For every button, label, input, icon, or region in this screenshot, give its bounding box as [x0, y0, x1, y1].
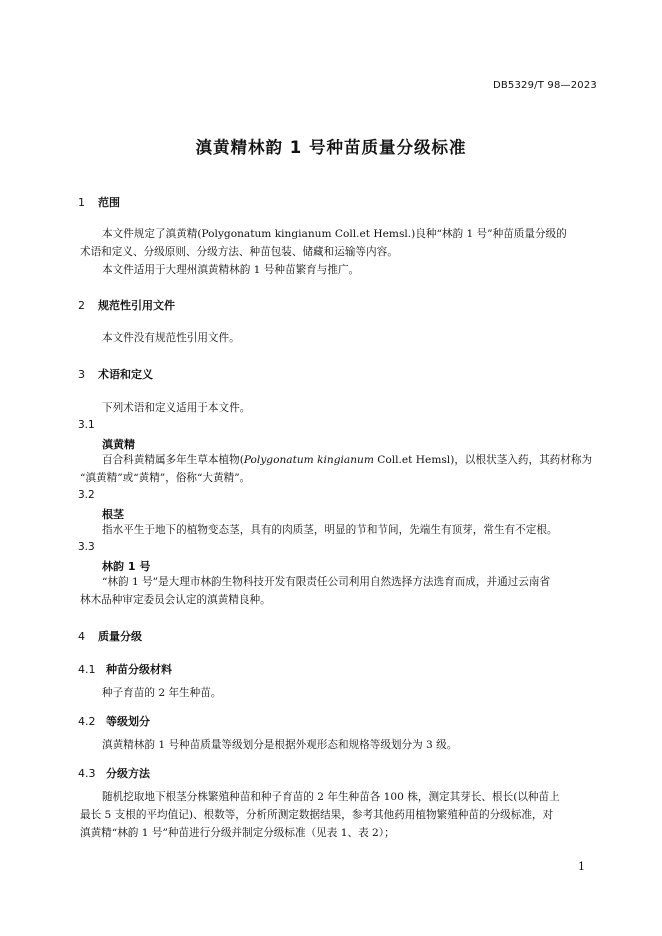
page-number: 1: [578, 860, 585, 873]
paragraph: 本文件适用于大理州滇黄精林韵 1 号种苗繁育与推广。: [102, 264, 360, 276]
section-3-heading: [78, 366, 153, 382]
document-title: 滇黄精林韵 1 号种苗质量分级标准: [195, 138, 467, 157]
term-number: 3.1: [78, 419, 95, 431]
term-number: 3.2: [78, 489, 95, 501]
subsection-number: 4.3: [78, 767, 96, 780]
subsection-title: 分级方法: [106, 767, 150, 780]
paragraph: 滇黄精“林韵 1 号”种苗进行分级并制定分级标准（见表 1、表 2）；: [80, 827, 395, 839]
paragraph: 最长 5 支根的平均值记)、根数等，分析所测定数据结果，参考其他药用植物繁殖种苗的分级标准，对: [80, 809, 554, 821]
section-number: 4: [78, 630, 85, 643]
section-title: 规范性引用文件: [98, 299, 175, 312]
subsection-4-3-heading: [78, 765, 150, 781]
latin-name: Polygonatum kingianum: [243, 454, 374, 466]
section-title: 质量分级: [98, 630, 142, 643]
term-definition: “滇黄精”或“黄精”，俗称“大黄精”。: [80, 472, 251, 484]
term-definition: 百合科黄精属多年生草本植物(Polygonatum kingianum Coll.et Hemsl)，以根状茎入药，其药材称为: [102, 454, 593, 466]
term-definition: “林韵 1 号”是大理市林韵生物科技开发有限责任公司利用自然选择方法选育而成，并通过云南省: [102, 576, 551, 588]
term-name: 根茎: [102, 508, 124, 521]
subsection-4-2-heading: [78, 713, 150, 729]
term-name: 林韵 1 号: [102, 560, 151, 573]
subsection-number: 4.1: [78, 663, 96, 676]
subsection-number: 4.2: [78, 715, 96, 728]
paragraph: 术语和定义、分级原则、分级方法、种苗包装、储藏和运输等内容。: [80, 246, 398, 258]
term-definition: 林木品种审定委员会认定的滇黄精良种。: [80, 594, 271, 606]
section-number: 1: [78, 196, 85, 209]
term-definition: 指水平生于地下的植物变态茎，具有的肉质茎，明显的节和节间，先端生有顶芽，常生有不定根。: [102, 524, 558, 536]
paragraph: 滇黄精林韵 1 号种苗质量等级划分是根据外观形态和规格等级划分为 3 级。: [102, 739, 458, 751]
term-number: 3.3: [78, 541, 95, 553]
term-name: 滇黄精: [102, 438, 135, 451]
section-title: 术语和定义: [98, 368, 153, 381]
standard-code: DB5329/T 98—2023: [492, 80, 597, 91]
paragraph: 种子育苗的 2 年生种苗。: [102, 687, 222, 699]
subsection-4-1-heading: [78, 661, 172, 677]
paragraph: 下列术语和定义适用于本文件。: [102, 402, 251, 414]
section-title: 范围: [98, 196, 120, 209]
subsection-title: 等级划分: [106, 715, 150, 728]
section-2-heading: [78, 297, 175, 313]
section-4-heading: [78, 628, 142, 644]
section-number: 2: [78, 299, 85, 312]
subsection-title: 种苗分级材料: [106, 663, 172, 676]
paragraph: 本文件没有规范性引用文件。: [102, 332, 240, 344]
paragraph: 随机挖取地下根茎分株繁殖种苗和种子育苗的 2 年生种苗各 100 株，测定其芽长、根长(以种苗上: [102, 791, 560, 803]
paragraph: 本文件规定了滇黄精(Polygonatum kingianum Coll.et Hemsl.)良种“林韵 1 号”种苗质量分级的: [102, 228, 567, 240]
section-number: 3: [78, 368, 85, 381]
section-1-heading: [78, 194, 120, 210]
